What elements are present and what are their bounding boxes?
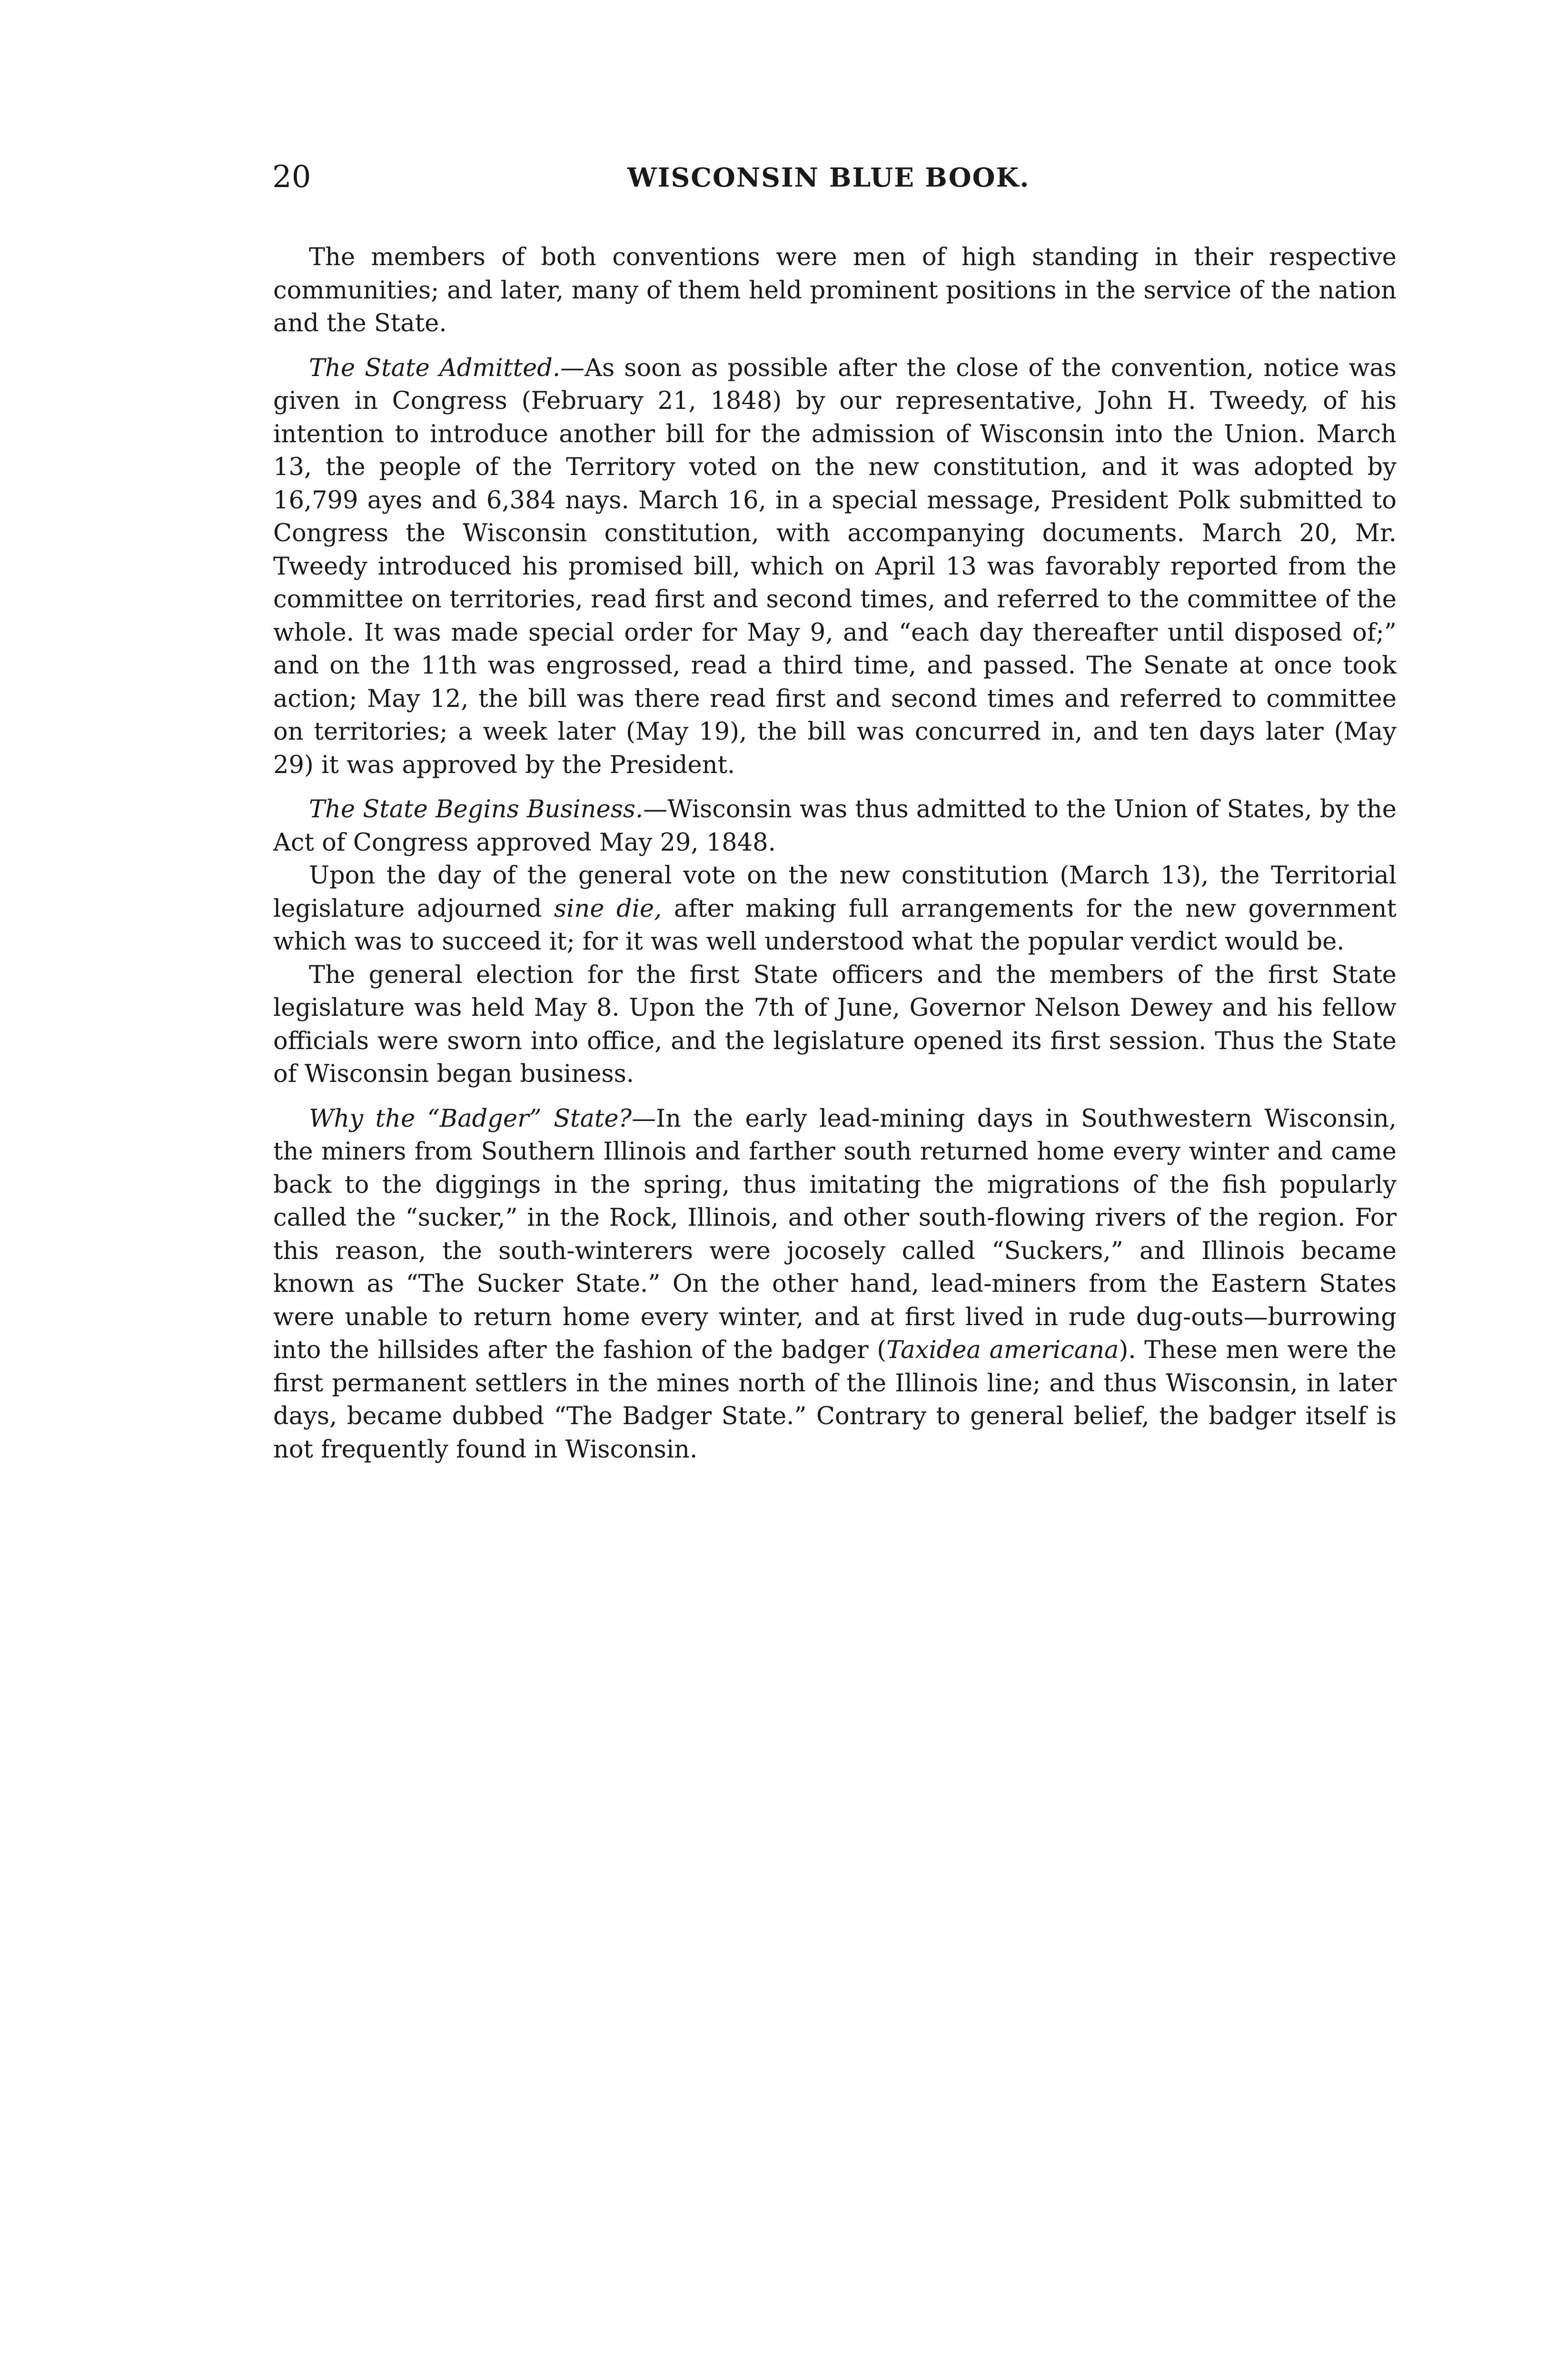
paragraph-text: The general election for the first State officers and the members of the first State legislature was held May 8. Upon the 7th of June, Governor Nelson Dewey and his fellow officials were sworn into office, and the legislature opened its first session. Thus the State of Wisconsin began business. xyxy=(273,961,1397,1088)
paragraph-text: Upon the day of the general vote on the new constitution (March 13), the Territorial legislature adjourned xyxy=(273,862,1397,923)
paragraph-text: —Wisconsin was thus admitted to the Union of States, by the Act of Congress approved May 29, 1848. xyxy=(273,795,1397,857)
paragraph-badger-state xyxy=(273,1102,1397,1467)
paragraph-state-admitted xyxy=(273,352,1397,782)
paragraph-general-election xyxy=(273,959,1397,1091)
running-head: WISCONSIN BLUE BOOK. xyxy=(627,162,1030,193)
italic-phrase: Taxidea americana xyxy=(886,1336,1119,1364)
paragraph-text: The members of both conventions were men of high standing in their respective communities; and later, many of them held prominent positions in the service of the nation and the State. xyxy=(273,243,1397,337)
paragraph-text: —In the early lead-mining days in Southwestern Wisconsin, the miners from Southern Illinois and farther south returned home every winter and came back to the diggings in the spring, thus imitating the migrations of the fish popularly called the “sucker,” in the Rock, Illinois, and other south-flowing rivers of the region. For this reason, the south-winterers were jocosely called “Suckers,” and Illinois became known as “The Sucker State.” On the other hand, lead-miners from the Eastern States were unable to return home every winter, and at first lived in rude dug-outs—burrowing into the hillsides after the fashion of the badger ( xyxy=(273,1104,1397,1364)
section-heading-badger-state: Why the “Badger” State? xyxy=(309,1104,632,1133)
section-heading-state-admitted: The State Admitted. xyxy=(309,354,561,382)
paragraph-text: after making full arrangements for the new government which was to succeed it; for it was well understood what the popular verdict would be. xyxy=(273,894,1397,956)
paragraph-general-vote xyxy=(273,859,1397,959)
section-heading-state-begins-business: The State Begins Business. xyxy=(309,795,644,823)
page-number: 20 xyxy=(272,159,311,195)
body-text xyxy=(273,241,1397,1466)
paragraph-text: —As soon as possible after the close of the convention, notice was given in Congress (February 21, 1848) by our representative, John H. Tweedy, of his intention to introduce another bill for the admission of Wisconsin into the Union. March 13, the people of the Territory voted on the new constitution, and it was adopted by 16,799 ayes and 6,384 nays. March 16, in a special message, President Polk submitted to Congress the Wisconsin constitution, with accompanying documents. March 20, Mr. Tweedy introduced his promised bill, which on April 13 was favorably reported from the committee on territories, read first and second times, and referred to the committee of the whole. It was made special order for May 9, and “each day thereafter until disposed of;” and on the 11th was engrossed, read a third time, and passed. The Senate at once took action; May 12, the bill was there read first and second times and referred to committee on territories; a week later (May 19), the bill was concurred in, and ten days later (May 29) it was approved by the President. xyxy=(273,354,1397,779)
italic-phrase: sine die, xyxy=(554,894,662,923)
paragraph-text: ). These men were the first permanent settlers in the mines north of the Illinois line; and thus Wisconsin, in later days, became dubbed “The Badger State.” Contrary to general belief, the badger itself is not frequently found in Wisconsin. xyxy=(273,1336,1397,1464)
paragraph-conventions xyxy=(273,241,1397,340)
paragraph-state-begins-business xyxy=(273,793,1397,859)
